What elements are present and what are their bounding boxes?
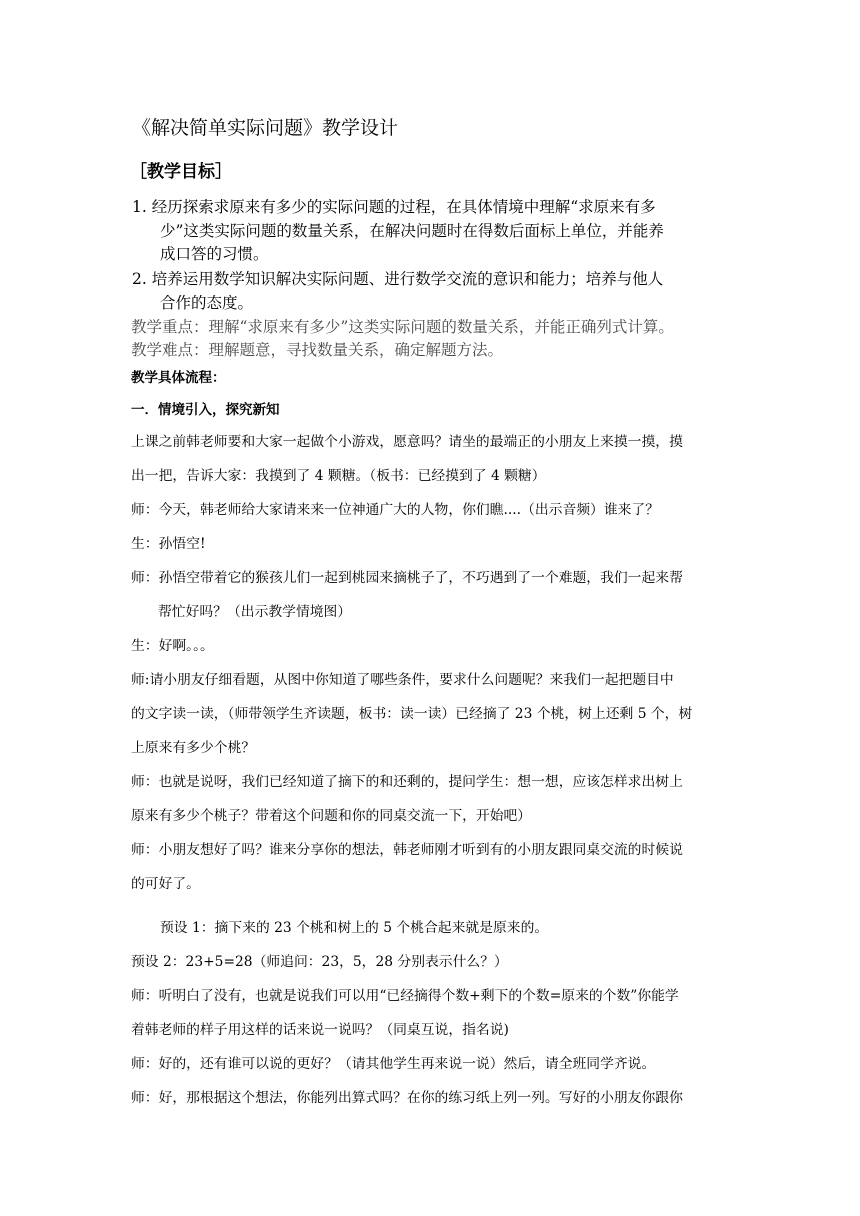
paragraph-line: 上原来有多少个桃？ <box>131 740 256 756</box>
goal-1-line-3: 成口答的习惯。 <box>160 245 269 263</box>
document-title: 《解决简单实际问题》教学设计 <box>132 117 399 139</box>
paragraph-line: 着韩老师的样子用这样的话来说一说吗？（同桌互说，指名说) <box>131 1022 509 1038</box>
step-1-heading: 一．情境引入，探究新知 <box>131 402 280 418</box>
paragraph-line: 师：好，那根据这个想法，你能列出算式吗？在你的练习纸上列一列。写好的小朋友你跟你 <box>131 1090 683 1106</box>
paragraph-line: 师：今天，韩老师给大家请来来一位神通广大的人物，你们瞧....（出示音频）谁来了？ <box>131 502 660 518</box>
goal-1-line-1: 1. 经历探索求原来有多少的实际问题的过程，在具体情境中理解“求原来有多 <box>132 198 656 216</box>
goal-2-line-2: 合作的态度。 <box>160 294 254 312</box>
paragraph-line: 师:请小朋友仔细看题，从图中你知道了哪些条件，要求什么问题呢？来我们一起把题目中 <box>131 672 674 688</box>
paragraph-line: 预设 1：摘下来的 23 个桃和树上的 5 个桃合起来就是原来的。 <box>160 920 549 936</box>
difficult-point: 教学难点：理解题意，寻找数量关系，确定解题方法。 <box>131 341 504 359</box>
paragraph-line: 预设 2：23+5=28（师追问：23，5，28 分别表示什么？） <box>131 954 508 970</box>
paragraph-line: 出一把，告诉大家：我摸到了 4 颗糖。（板书：已经摸到了 4 颗糖） <box>131 468 546 484</box>
goal-2-line-1: 2. 培养运用数学知识解决实际问题、进行数学交流的意识和能力；培养与他人 <box>132 270 664 288</box>
paragraph-line: 师：孙悟空带着它的猴孩儿们一起到桃园来摘桃子了，不巧遇到了一个难题，我们一起来帮 <box>131 570 683 586</box>
paragraph-line: 的可好了。 <box>131 876 200 892</box>
paragraph-line: 师：好的，还有谁可以说的更好？（请其他学生再来说一说）然后，请全班同学齐说。 <box>131 1056 656 1072</box>
paragraph-line: 师：也就是说呀，我们已经知道了摘下的和还剩的，提问学生：想一想，应该怎样求出树上 <box>131 774 683 790</box>
paragraph-line: 上课之前韩老师要和大家一起做个小游戏，愿意吗？请坐的最端正的小朋友上来摸一摸，摸 <box>131 434 683 450</box>
key-point: 教学重点：理解“求原来有多少”这类实际问题的数量关系，并能正确列式计算。 <box>131 318 674 336</box>
paragraph-line: 的文字读一读，（师带领学生齐读题，板书：读一读）已经摘了 23 个桃，树上还剩 5 个，树 <box>131 706 693 722</box>
section-heading-goals: ［教学目标］ <box>130 162 232 182</box>
paragraph-line: 生：好啊。。。 <box>131 638 214 654</box>
paragraph-line: 原来有多少个桃子？带着这个问题和你的同桌交流一下，开始吧） <box>131 808 532 824</box>
paragraph-line: 帮忙好吗？（出示教学情境图） <box>158 604 352 620</box>
paragraph-line: 师：小朋友想好了吗？谁来分享你的想法，韩老师刚才听到有的小朋友跟同桌交流的时候说 <box>131 842 683 858</box>
process-heading: 教学具体流程： <box>131 370 226 386</box>
paragraph-line: 师：听明白了没有，也就是说我们可以用“已经摘得个数+剩下的个数=原来的个数”你能学 <box>131 988 679 1004</box>
goal-1-line-2: 少”这类实际问题的数量关系，在解决问题时在得数后面标上单位，并能养 <box>160 222 664 240</box>
paragraph-line: 生：孙悟空! <box>131 536 206 552</box>
